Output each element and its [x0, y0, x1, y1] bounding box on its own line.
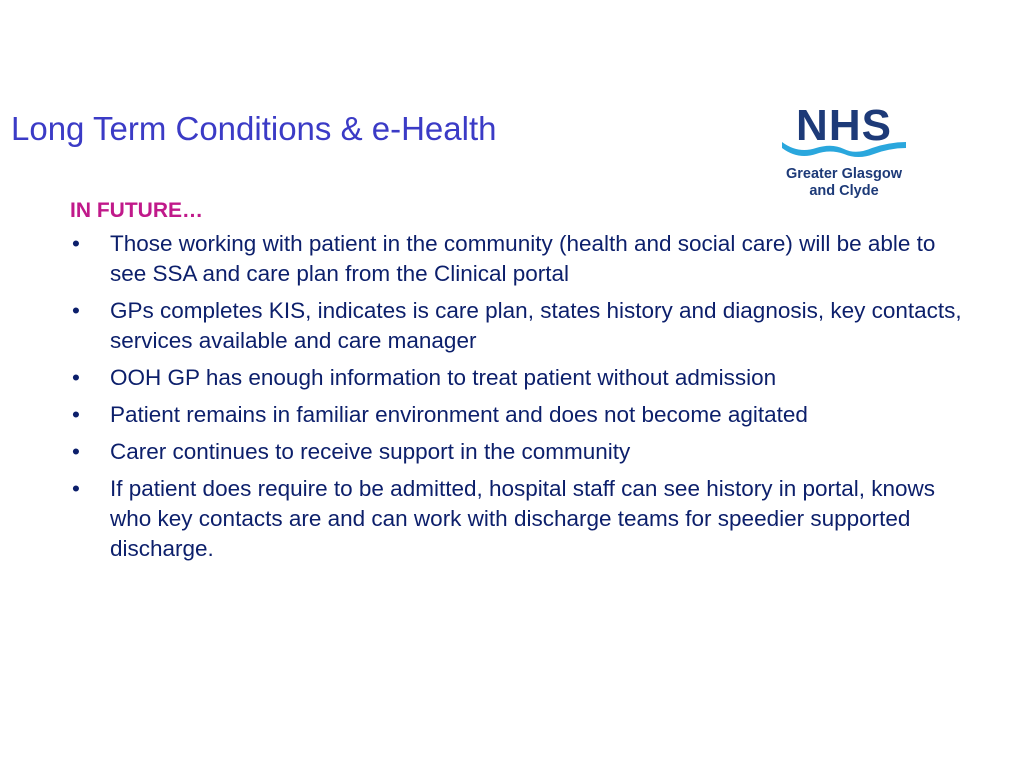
bullet-item [70, 229, 970, 289]
logo-wordmark: NHS [796, 101, 892, 150]
bullet-dot-icon: • [72, 439, 80, 464]
bullet-text: Patient remains in familiar environment and does not become agitated [110, 402, 808, 427]
bullet-dot-icon: • [72, 402, 80, 427]
nhs-logo [776, 96, 912, 204]
logo-line-2: and Clyde [809, 183, 879, 199]
bullet-text: OOH GP has enough information to treat patient without admission [110, 365, 777, 390]
bullet-dot-icon: • [72, 231, 80, 256]
bullet-item [70, 363, 970, 393]
slide-title: Long Term Conditions & e-Health [11, 110, 497, 147]
slide-content [70, 196, 970, 571]
bullet-text: Carer continues to receive support in the community [110, 439, 631, 464]
bullet-dot-icon: • [72, 365, 80, 390]
bullet-text: Those working with patient in the community (health and social care) will be able to see SSA and care plan from the Clinical portal [110, 231, 936, 286]
bullet-text: If patient does require to be admitted, hospital staff can see history in portal, knows who key contacts are and can work with discharge teams for speedier supported discharge. [110, 476, 936, 561]
bullet-text: GPs completes KIS, indicates is care plan, states history and diagnosis, key contacts, services available and care manager [110, 298, 962, 353]
bullet-item [70, 296, 970, 356]
logo-line-1: Greater Glasgow [785, 166, 903, 182]
bullet-list [70, 229, 970, 564]
bullet-item [70, 400, 970, 430]
section-heading: IN FUTURE… [70, 199, 203, 222]
bullet-dot-icon: • [72, 476, 80, 501]
bullet-dot-icon: • [72, 298, 80, 323]
bullet-item [70, 437, 970, 467]
bullet-item [70, 474, 970, 564]
